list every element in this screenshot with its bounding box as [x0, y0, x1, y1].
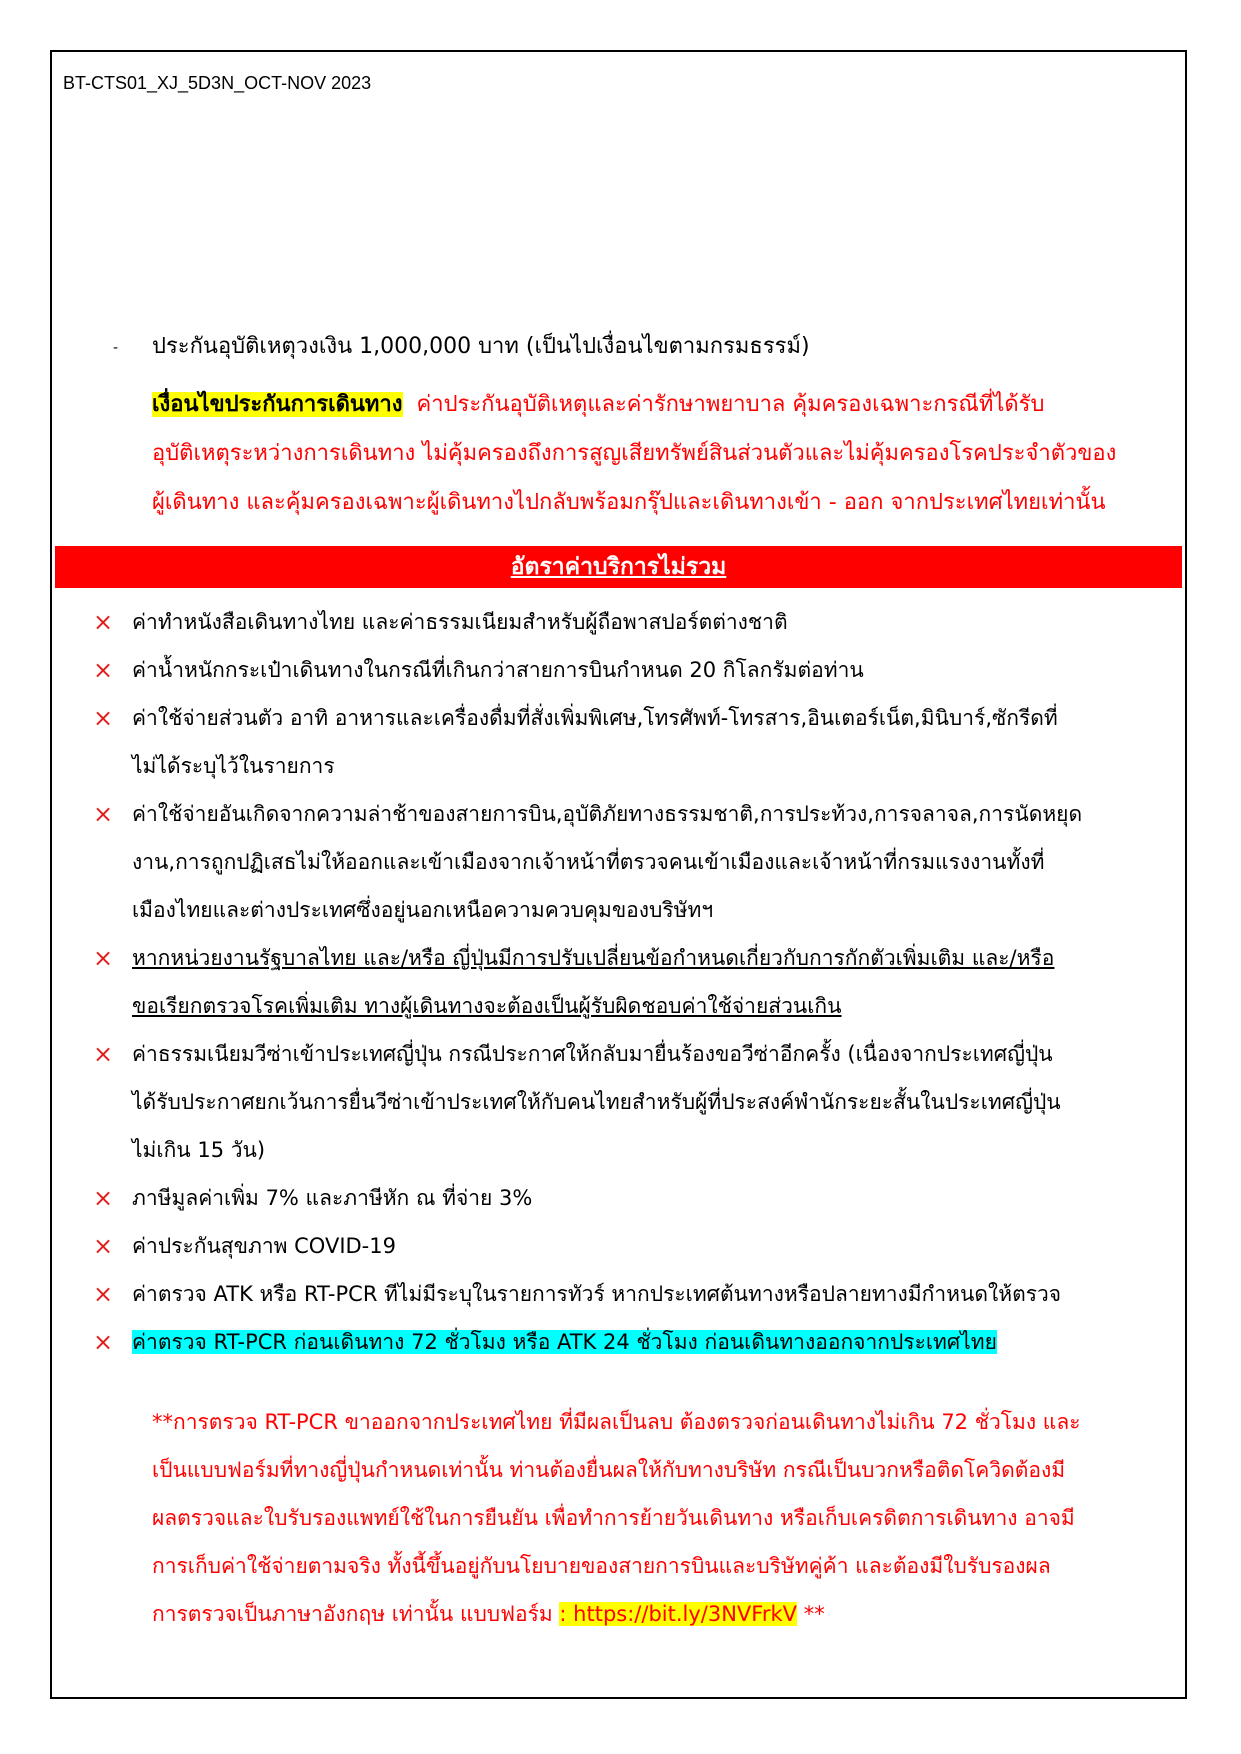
exclusion-item — [55, 1318, 1182, 1366]
cross-icon: × — [93, 800, 114, 828]
travel-insurance-condition — [152, 380, 1180, 527]
exclusions-heading: อัตราค่าบริการไม่รวม — [55, 546, 1182, 588]
condition-text: ค่าประกันอุบัติเหตุและค่ารักษาพยาบาล คุ้มครองเฉพาะกรณีที่ได้รับ — [416, 392, 1045, 417]
exclusion-text: ค่าน้ำหนักกระเป๋าเดินทางในกรณีที่เกินกว่าสายการบินกำหนด 20 กิโลกรัมต่อท่าน — [132, 658, 864, 682]
rtpcr-note — [152, 1398, 1180, 1638]
condition-line-1 — [152, 380, 1180, 429]
exclusion-item — [55, 646, 1182, 694]
document-code: BT-CTS01_XJ_5D3N_OCT-NOV 2023 — [63, 73, 372, 93]
form-link[interactable]: : https://bit.ly/3NVFrkV — [559, 1602, 798, 1626]
note-line: เป็นแบบฟอร์มที่ทางญี่ปุ่นกำหนดเท่านั้น ท่านต้องยื่นผลให้กับทางบริษัท กรณีเป็นบวกหรือติดโควิดต้องมี — [152, 1458, 1066, 1482]
cross-icon: × — [93, 1328, 114, 1356]
exclusion-item — [55, 694, 1182, 790]
exclusion-text: ได้รับประกาศยกเว้นการยื่นวีซ่าเข้าประเทศให้กับคนไทยสำหรับผู้ที่ประสงค์พำนักระยะสั้นในประเทศญี่ปุ่น — [132, 1090, 1061, 1114]
cross-icon: × — [93, 608, 114, 636]
cross-icon: × — [93, 1040, 114, 1068]
insurance-line: ประกันอุบัติเหตุวงเงิน 1,000,000 บาท (เป็นไปเงื่อนไขตามกรมธรรม์) — [152, 334, 810, 359]
cross-icon: × — [93, 1280, 114, 1308]
condition-line-3: ผู้เดินทาง และคุ้มครองเฉพาะผู้เดินทางไปกลับพร้อมกรุ๊ปและเดินทางเข้า - ออก จากประเทศไทยเท่านั้น — [152, 490, 1106, 515]
exclusion-text: ภาษีมูลค่าเพิ่ม 7% และภาษีหัก ณ ที่จ่าย 3% — [132, 1186, 533, 1210]
exclusion-text: ค่าตรวจ ATK หรือ RT-PCR ทีไม่มีระบุในรายการทัวร์ หากประเทศต้นทางหรือปลายทางมีกำหนดให้ตรวจ — [132, 1282, 1062, 1306]
exclusion-text: งาน,การถูกปฏิเสธไม่ให้ออกและเข้าเมืองจากเจ้าหน้าที่ตรวจคนเข้าเมืองและเจ้าหน้าที่กรมแรงงานทั้งที่ — [132, 850, 1045, 874]
cross-icon: × — [93, 656, 114, 684]
exclusion-text: ไม่ได้ระบุไว้ในรายการ — [132, 754, 335, 778]
note-line-last — [152, 1590, 1180, 1638]
note-suffix: ** — [797, 1602, 825, 1626]
exclusion-item — [55, 598, 1182, 646]
exclusion-item — [55, 1222, 1182, 1270]
cross-icon: × — [93, 944, 114, 972]
exclusion-item — [55, 1174, 1182, 1222]
note-line: การเก็บค่าใช้จ่ายตามจริง ทั้งนี้ขึ้นอยู่กับนโยบายของสายการบินและบริษัทคู่ค้า และต้องมีใบรับรองผล — [152, 1554, 1051, 1578]
exclusion-text: หากหน่วยงานรัฐบาลไทย และ/หรือ ญี่ปุ่นมีการปรับเปลี่ยนข้อกำหนดเกี่ยวกับการกักตัวเพิ่มเติม และ/หรือ — [132, 946, 1055, 970]
condition-line-2: อุบัติเหตุระหว่างการเดินทาง ไม่คุ้มครองถึงการสูญเสียทรัพย์สินส่วนตัวและไม่คุ้มครองโรคประจำตัวของ — [152, 441, 1117, 466]
exclusion-text: ค่าธรรมเนียมวีซ่าเข้าประเทศญี่ปุ่น กรณีประกาศให้กลับมายื่นร้องขอวีซ่าอีกครั้ง (เนื่องจากประเทศญี่ปุ่น — [132, 1042, 1053, 1066]
exclusion-text: ค่าประกันสุขภาพ COVID-19 — [132, 1234, 396, 1258]
cross-icon: × — [93, 1184, 114, 1212]
note-text: การตรวจเป็นภาษาอังกฤษ เท่านั้น แบบฟอร์ม — [152, 1602, 560, 1626]
exclusion-text: ขอเรียกตรวจโรคเพิ่มเติม ทางผู้เดินทางจะต้องเป็นผู้รับผิดชอบค่าใช้จ่ายส่วนเกิน — [132, 994, 842, 1018]
bullet-dash: - — [113, 340, 119, 356]
exclusion-item — [55, 934, 1182, 1030]
exclusion-text: ค่าใช้จ่ายส่วนตัว อาทิ อาหารและเครื่องดื่มที่สั่งเพิ่มพิเศษ,โทรศัพท์-โทรสาร,อินเตอร์เน็ต,มินิบาร์,ซักรีดที่ — [132, 706, 1058, 730]
exclusion-line — [132, 1318, 1182, 1366]
note-line: **การตรวจ RT-PCR ขาออกจากประเทศไทย ที่มีผลเป็นลบ ต้องตรวจก่อนเดินทางไม่เกิน 72 ชั่วโมง และ — [152, 1410, 1081, 1434]
cross-icon: × — [93, 704, 114, 732]
exclusion-text: ค่าทำหนังสือเดินทางไทย และค่าธรรมเนียมสำหรับผู้ถือพาสปอร์ตต่างชาติ — [132, 610, 788, 634]
note-line: ผลตรวจและใบรับรองแพทย์ใช้ในการยืนยัน เพื่อทำการย้ายวันเดินทาง หรือเก็บเครดิตการเดินทาง อาจมี — [152, 1506, 1075, 1530]
exclusion-item — [55, 790, 1182, 934]
condition-label: เงื่อนไขประกันการเดินทาง — [152, 392, 403, 417]
exclusion-text: เมืองไทยและต่างประเทศซึ่งอยู่นอกเหนือความควบคุมของบริษัทฯ — [132, 898, 714, 922]
exclusion-text-highlighted: ค่าตรวจ RT-PCR ก่อนเดินทาง 72 ชั่วโมง หรือ ATK 24 ชั่วโมง ก่อนเดินทางออกจากประเทศไทย — [132, 1330, 997, 1354]
exclusion-item — [55, 1030, 1182, 1174]
cross-icon: × — [93, 1232, 114, 1260]
exclusions-list — [55, 598, 1182, 1366]
exclusion-item — [55, 1270, 1182, 1318]
exclusion-text: ค่าใช้จ่ายอันเกิดจากความล่าช้าของสายการบิน,อุบัติภัยทางธรรมชาติ,การประท้วง,การจลาจล,การนัดหยุด — [132, 802, 1083, 826]
exclusion-text: ไม่เกิน 15 วัน) — [132, 1138, 266, 1162]
